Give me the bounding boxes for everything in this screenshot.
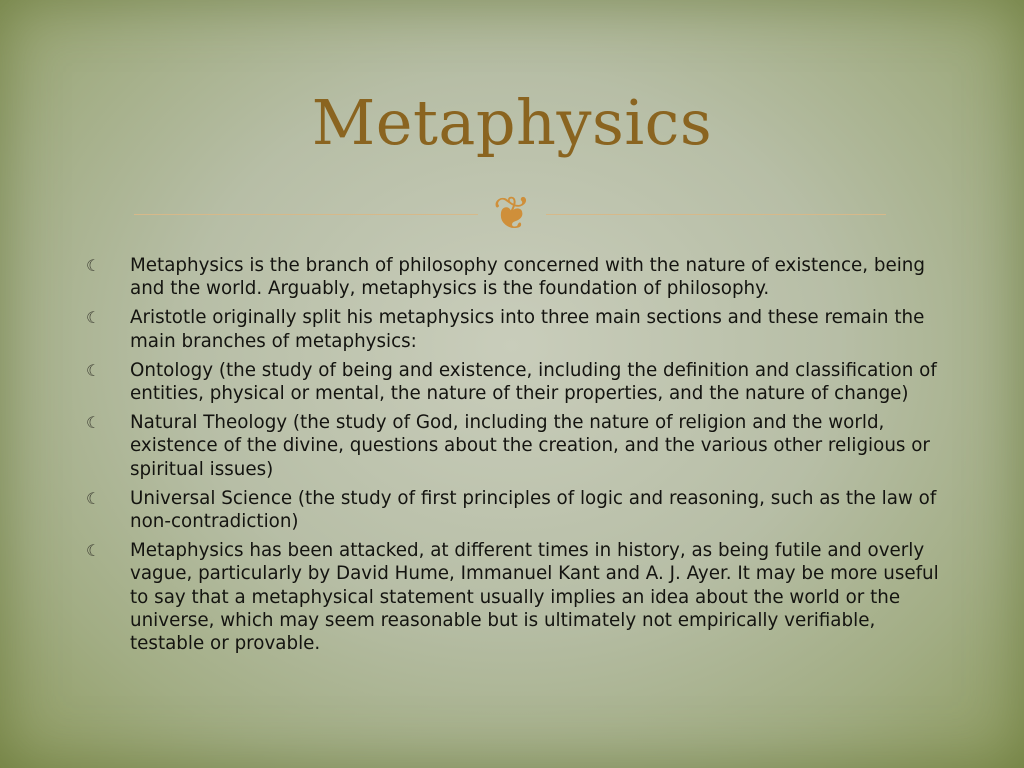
bullet-text: Natural Theology (the study of God, including the nature of religion and the world, existence of the divine, questions about the creation, and the various other religious or spiritual issues) <box>130 412 930 480</box>
bullet-item-3 <box>86 359 946 405</box>
title-divider-left <box>134 214 478 215</box>
bullet-icon: ☾ <box>86 541 101 561</box>
fleuron-ornament-icon: ❦ <box>492 186 532 240</box>
bullet-text: Metaphysics is the branch of philosophy concerned with the nature of existence, being and the world. Arguably, metaphysics is the foundation of philosophy. <box>130 255 925 300</box>
title-divider-right <box>546 214 886 215</box>
bullet-item-4 <box>86 411 946 481</box>
bullet-icon: ☾ <box>86 256 101 275</box>
bullet-text: Ontology (the study of being and existence, including the definition and classification of entities, physical or mental, the nature of their properties, and the nature of change) <box>130 359 937 405</box>
bullet-icon: ☾ <box>86 413 101 433</box>
bullet-text: Metaphysics has been attacked, at different times in history, as being futile and overly vague, particularly by David Hume, Immanuel Kant and A. J. Ayer. It may be more useful to say that a metaphysical statement usually implies an idea about the world or the universe, which may seem reasonable but is ultimately not empirically verifiable, testable or provable. <box>130 540 939 655</box>
bullet-icon: ☾ <box>86 308 101 328</box>
bullet-icon: ☾ <box>86 360 101 380</box>
bullet-text: Aristotle originally split his metaphysics into three main sections and these remain the main branches of metaphysics: <box>130 307 925 352</box>
bullet-item-1 <box>86 254 946 300</box>
bullet-icon: ☾ <box>86 488 101 508</box>
slide-title: Metaphysics <box>311 86 713 159</box>
bullet-item-2 <box>86 306 946 352</box>
bullet-text: Universal Science (the study of first principles of logic and reasoning, such as the law of non-contradiction) <box>130 487 937 533</box>
bullet-item-5 <box>86 487 946 533</box>
bullet-item-6 <box>86 539 946 655</box>
bullet-list <box>86 254 946 661</box>
